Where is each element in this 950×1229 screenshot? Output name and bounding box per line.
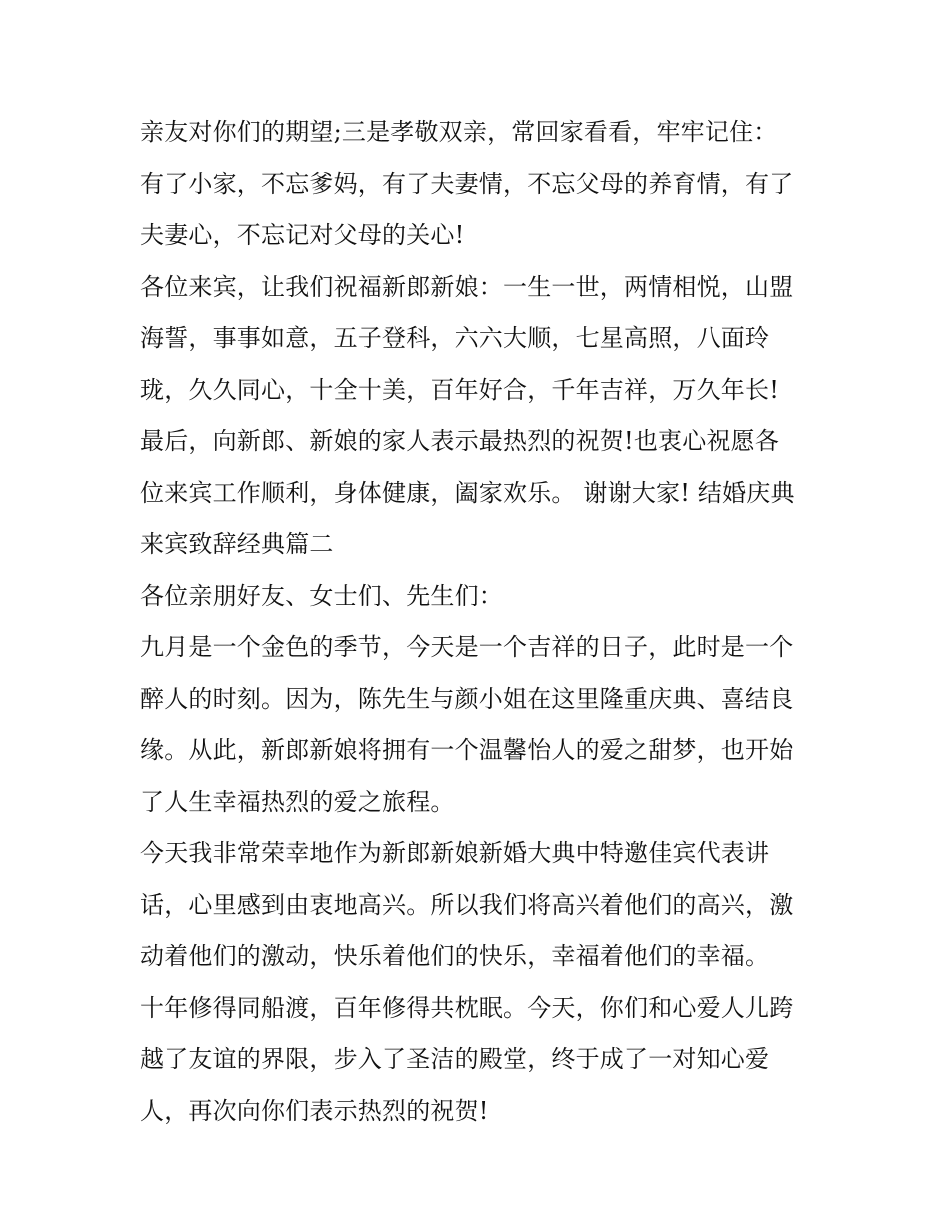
text-line: 珑，久久同心，十全十美，百年好合，千年吉祥，万久年长! — [140, 375, 780, 404]
text-line: 动着他们的激动，快乐着他们的快乐，幸福着他们的幸福。 — [140, 942, 770, 970]
salutation-line: 各位亲朋好友、女士们、先生们： — [140, 581, 503, 610]
text-line: 醉人的时刻。因为，陈先生与颜小姐在这里隆重庆典、喜结良 — [140, 684, 794, 713]
text-line: 海誓，事事如意，五子登科，六六大顺，七星高照，八面玲 — [140, 324, 770, 352]
text-line: 有了小家，不忘爹妈，有了夫妻情，不忘父母的养育情，有了 — [140, 169, 794, 198]
text-line: 话，心里感到由衷地高兴。所以我们将高兴着他们的高兴，激 — [140, 890, 794, 919]
text-line: 十年修得同船渡，百年修得共枕眠。今天，你们和心爱人儿跨 — [140, 993, 794, 1022]
text-line: 人，再次向你们表示热烈的祝贺! — [140, 1096, 489, 1125]
text-line: 今天我非常荣幸地作为新郎新娘新婚大典中特邀佳宾代表讲 — [140, 839, 770, 867]
text-line: 九月是一个金色的季节，今天是一个吉祥的日子，此时是一个 — [140, 633, 794, 661]
text-line: 夫妻心，不忘记对父母的关心! — [140, 221, 465, 249]
text-line: 缘。从此，新郎新娘将拥有一个温馨怡人的爱之甜梦，也开始 — [140, 736, 794, 764]
text-line: 最后，向新郎、新娘的家人表示最热烈的祝贺!也衷心祝愿各 — [140, 427, 780, 455]
text-line: 各位来宾，让我们祝福新郎新娘：一生一世，两情相悦，山盟 — [140, 272, 794, 301]
text-line: 亲友对你们的期望;三是孝敬双亲，常回家看看，牢牢记住： — [140, 118, 778, 146]
section-heading: 来宾致辞经典篇二 — [140, 530, 334, 558]
text-line: 了人生幸福热烈的爱之旅程。 — [140, 787, 455, 816]
document-body — [140, 107, 820, 1137]
text-line: 越了友谊的界限，步入了圣洁的殿堂，终于成了一对知心爱 — [140, 1045, 770, 1073]
text-line: 位来宾工作顺利，身体健康，阖家欢乐。 谢谢大家! 结婚庆典 — [140, 478, 795, 507]
